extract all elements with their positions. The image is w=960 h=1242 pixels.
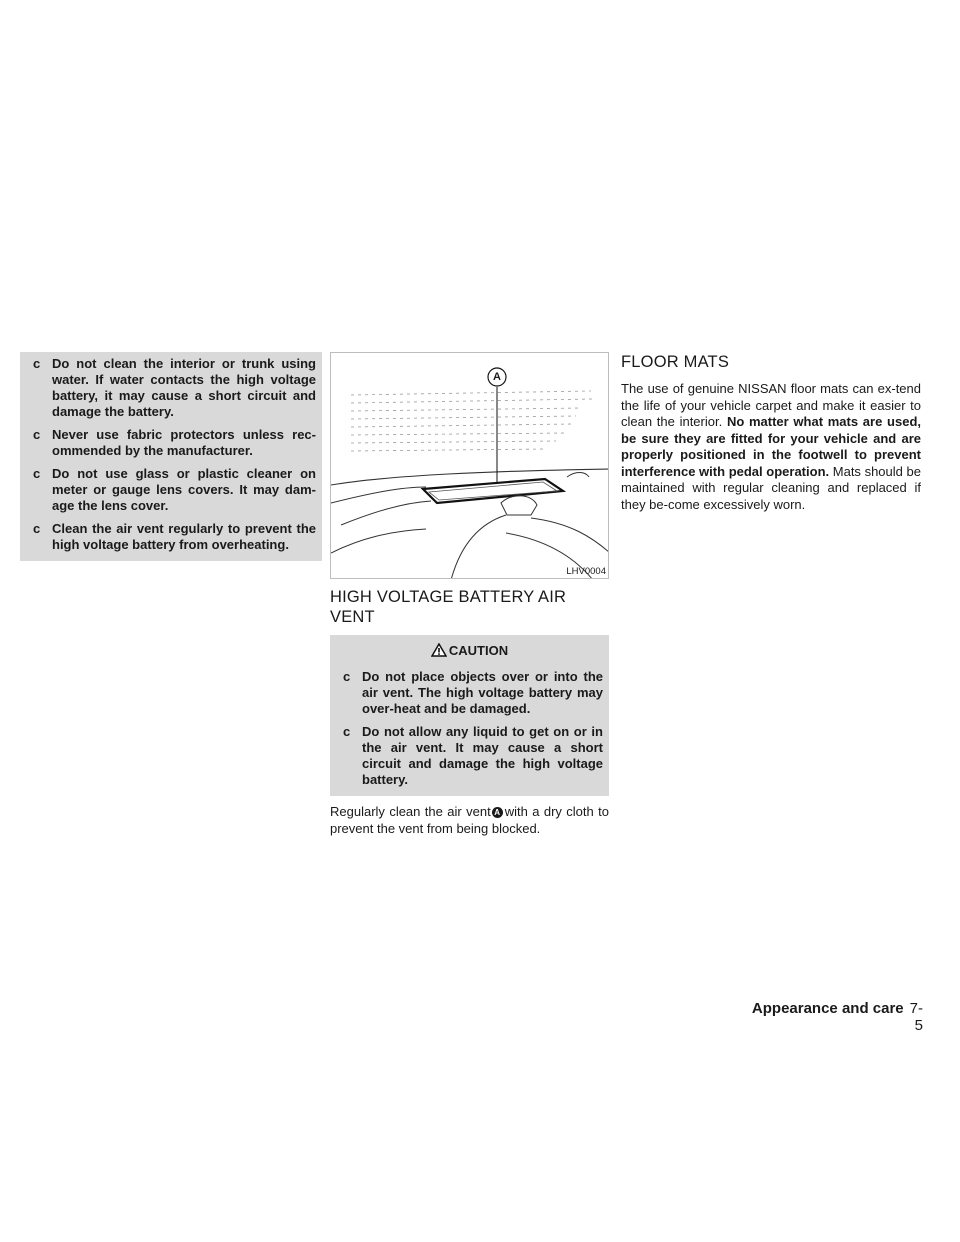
bullet-icon: c xyxy=(343,669,351,684)
caution-title xyxy=(336,643,603,661)
warning-box xyxy=(20,352,322,561)
bullet-icon: c xyxy=(343,724,351,739)
warning-list xyxy=(26,356,316,553)
bullet-icon: c xyxy=(33,427,41,442)
bullet-icon: c xyxy=(33,521,41,536)
page-footer xyxy=(748,1000,923,1034)
caution-box xyxy=(330,635,609,796)
air-vent-heading: HIGH VOLTAGE BATTERY AIR VENT xyxy=(330,588,567,626)
left-column xyxy=(20,352,322,561)
list-item: c Do not allow any liquid to get on or in the air vent. It may cause a short circuit and damage the high voltage battery. xyxy=(343,724,603,787)
list-item: c Clean the air vent regularly to prevent the high voltage battery from overheating. xyxy=(33,521,316,552)
page-number: 7-5 xyxy=(909,1000,923,1034)
list-item: c Do not place objects over or into the air vent. The high voltage battery may over-heat and be damaged. xyxy=(343,669,603,716)
right-column xyxy=(621,352,921,513)
middle-column xyxy=(330,352,609,837)
list-item: c Never use fabric protectors unless rec-ommended by the manufacturer. xyxy=(33,427,316,458)
vent-drawing xyxy=(331,353,609,579)
figure-code: LHV0004 xyxy=(566,566,606,577)
warning-icon xyxy=(431,643,447,661)
list-item: c Do not use glass or plastic cleaner on meter or gauge lens covers. It may dam-age the lens cover. xyxy=(33,466,316,513)
caution-label: CAUTION xyxy=(448,643,509,658)
caution-list xyxy=(336,669,603,788)
air-vent-illustration xyxy=(330,352,609,579)
list-item: c Do not clean the interior or trunk using water. If water contacts the high voltage battery, it may cause a short circuit and damage the battery. xyxy=(33,356,316,419)
bullet-icon: c xyxy=(33,356,41,371)
footer-section: Appearance and care xyxy=(751,1000,904,1017)
floor-mats-body: The use of genuine NISSAN floor mats can ex-tend the life of your vehicle carpet and make it easier to clean the interior. No matter what mats are used, be sure they are fitted for your vehicle and are properly positioned in the footwell to prevent interference with pedal operation. Mats should be maintained with regular cleaning and replaced if they be-come excessively worn. xyxy=(621,381,921,512)
callout-label: A xyxy=(493,371,501,383)
bullet-icon: c xyxy=(33,466,41,481)
callout-a-icon: A xyxy=(492,807,503,818)
air-vent-body: Regularly clean the air vent A with a dry cloth to prevent the vent from being blocked. xyxy=(330,804,609,836)
floor-mats-heading: FLOOR MATS xyxy=(621,353,730,371)
